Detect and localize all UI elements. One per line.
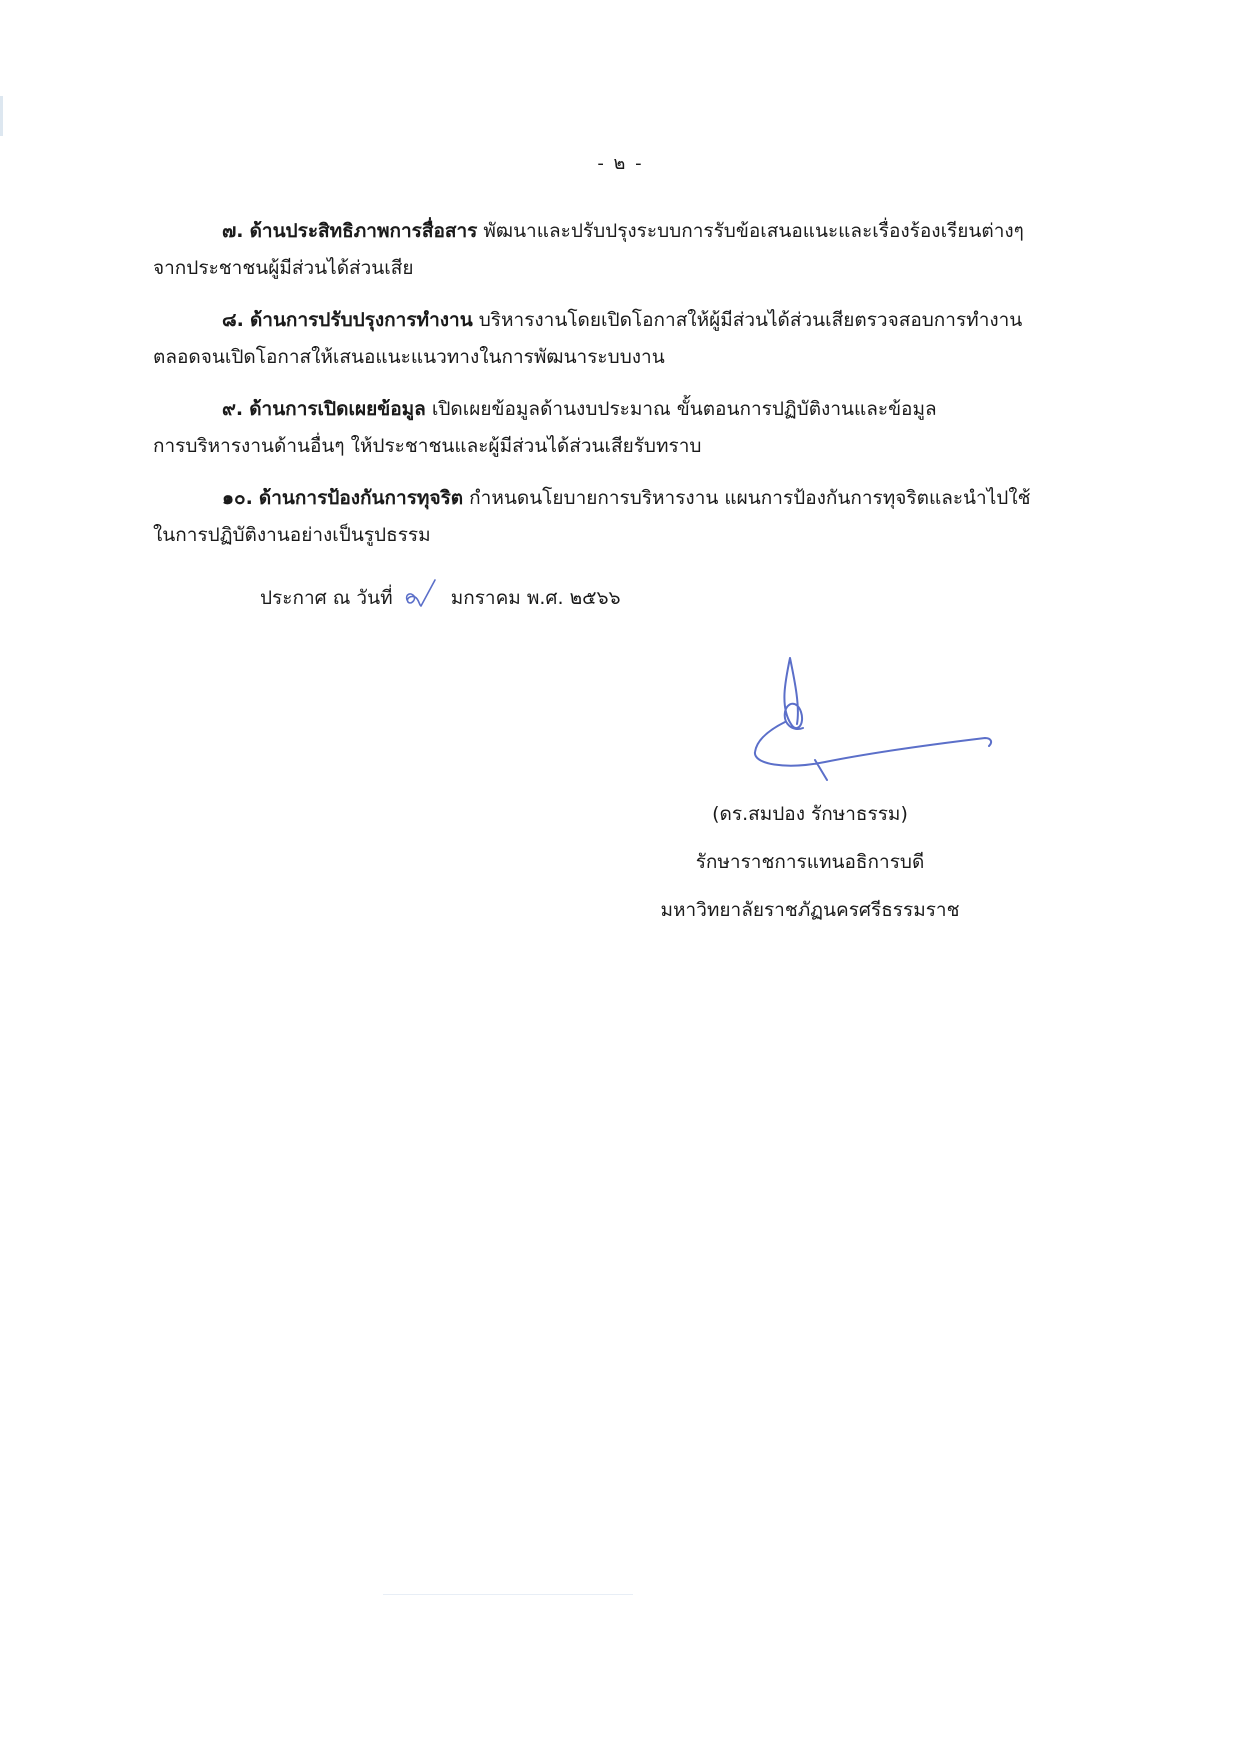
list-item [153,391,1103,465]
handwritten-day [401,578,439,608]
item-heading: ด้านการปรับปรุงการทำงาน [249,309,473,331]
item-line-1 [153,302,1103,339]
item-text: เปิดเผยข้อมูลด้านงบประมาณ ขั้นตอนการปฏิบัติงานและข้อมูล [431,398,937,420]
announcement-line [260,578,621,617]
page-number: - ๒ - [597,153,644,174]
item-text: พัฒนาและปรับปรุงระบบการรับข้อเสนอแนะและเรื่องร้องเรียนต่างๆ [483,220,1024,242]
handwritten-signature [745,652,995,782]
signer-position: รักษาราชการแทนอธิการบดี [695,851,925,873]
item-text: กำหนดนโยบายการบริหารงาน แผนการป้องกันการทุจริตและนำไปใช้ [469,487,1031,509]
item-heading: ด้านการเปิดเผยข้อมูล [249,398,426,420]
announcement-prefix: ประกาศ ณ วันที่ [260,587,393,609]
item-line-1 [153,213,1103,250]
list-item [153,213,1103,287]
signer-block [640,790,980,934]
item-line-1 [153,480,1103,517]
announcement-suffix: มกราคม พ.ศ. ๒๕๖๖ [450,587,621,609]
item-text: บริหารงานโดยเปิดโอกาสให้ผู้มีส่วนได้ส่วนเสียตรวจสอบการทำงาน [478,309,1023,331]
item-line-1 [153,391,1103,428]
item-line-2: จากประชาชนผู้มีส่วนได้ส่วนเสีย [153,257,414,279]
item-line-2: ตลอดจนเปิดโอกาสให้เสนอแนะแนวทางในการพัฒนาระบบงาน [153,346,665,368]
list-item [153,480,1103,554]
faint-divider [383,1594,633,1595]
scan-edge-mark [0,96,3,136]
document-body [153,213,1103,569]
item-number: ๙. [222,398,244,420]
item-heading: ด้านการป้องกันการทุจริต [258,487,464,509]
item-heading: ด้านประสิทธิภาพการสื่อสาร [249,220,478,242]
signer-organization: มหาวิทยาลัยราชภัฏนครศรีธรรมราช [660,899,960,921]
item-line-2: ในการปฏิบัติงานอย่างเป็นรูปธรรม [153,524,431,546]
signer-name: (ดร.สมปอง รักษาธรรม) [712,803,908,825]
item-number: ๘. [222,309,244,331]
item-line-2: การบริหารงานด้านอื่นๆ ให้ประชาชนและผู้มีส่วนได้ส่วนเสียรับทราบ [153,435,702,457]
item-number: ๑๐. [222,487,253,509]
item-number: ๗. [222,220,244,242]
list-item [153,302,1103,376]
